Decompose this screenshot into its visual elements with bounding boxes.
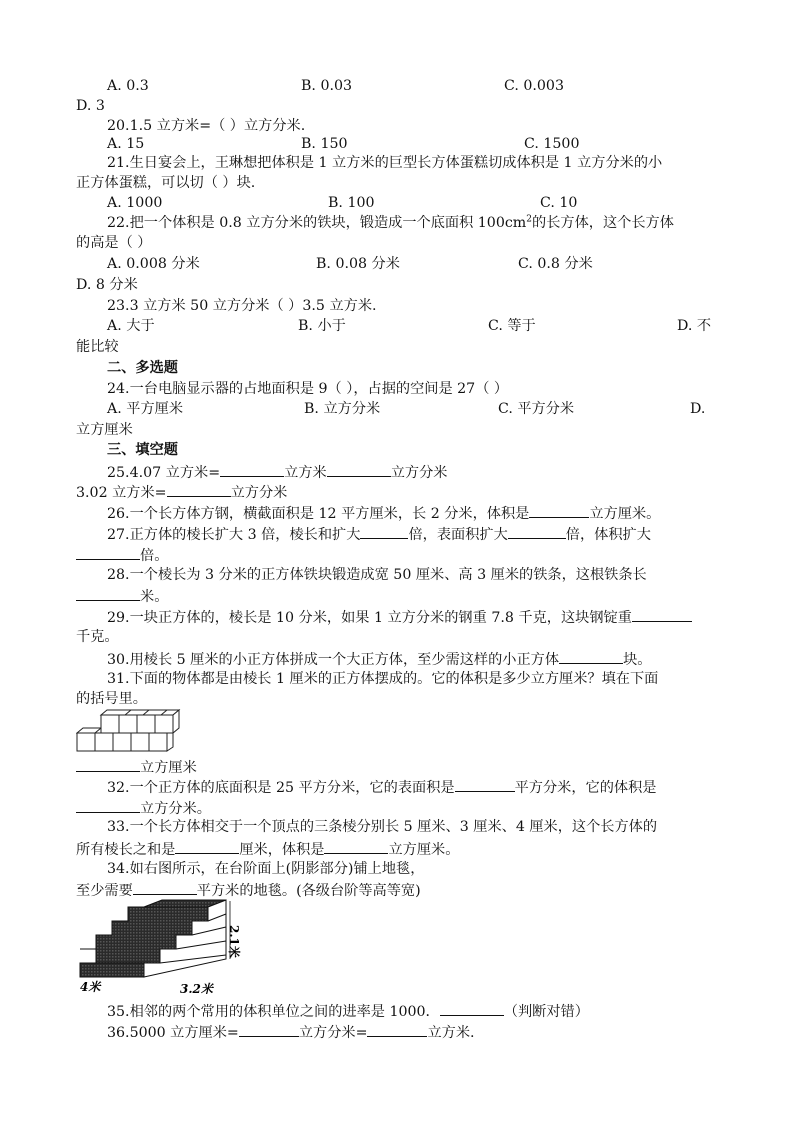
question-34-cont: 至少需要 平方米的地毯。(各级台阶等高等宽) — [76, 879, 421, 901]
question-33: 33.一个长方体相交于一个顶点的三条棱分别长 5 厘米、3 厘米、4 厘米，这个长方体的 — [107, 819, 658, 835]
width-label: 3.2米 — [180, 982, 213, 994]
depth-label: 4米 — [80, 980, 101, 994]
answer-blank[interactable] — [76, 544, 140, 560]
answer-blank[interactable] — [508, 523, 566, 539]
q21-options — [0, 193, 794, 213]
option-c: C. 等于 — [488, 318, 536, 334]
section-heading-fill-in: 三、填空题 — [107, 442, 178, 458]
option-b: B. 立方分米 — [304, 401, 381, 417]
answer-blank[interactable] — [76, 585, 140, 601]
option-d: D. 3 — [76, 98, 105, 114]
question-22-cont: 的高是（ ） — [76, 235, 152, 251]
answer-blank[interactable] — [367, 1021, 427, 1037]
question-24: 24.一台电脑显示器的占地面积是 9（ ），占据的空间是 27（ ） — [107, 381, 509, 397]
answer-blank[interactable] — [239, 1021, 299, 1037]
option-c: C. 0.8 分米 — [518, 256, 593, 272]
answer-blank[interactable] — [324, 838, 388, 854]
option-a: A. 0.008 分米 — [107, 256, 200, 272]
answer-blank[interactable] — [632, 606, 692, 622]
section-heading-multi-choice: 二、多选题 — [107, 360, 178, 376]
option-b: B. 150 — [301, 136, 348, 152]
option-d-cont: 能比较 — [76, 339, 119, 355]
question-30: 30.用棱长 5 厘米的小正方体拼成一个大正方体，至少需这样的小正方体 块。 — [107, 648, 651, 670]
question-31: 31.下面的物体都是由棱长 1 厘米的正方体摆成的。它的体积是多少立方厘米？填在下面 — [107, 671, 659, 687]
answer-blank[interactable] — [327, 461, 391, 477]
question-35: 35.相邻的两个常用的体积单位之间的进率是 1000． （判断对错） — [107, 1000, 589, 1022]
answer-blank[interactable] — [529, 502, 589, 518]
question-27-cont: 倍。 — [76, 544, 168, 566]
question-28: 28.一个棱长为 3 分米的正方体铁块锻造成宽 50 厘米、高 3 厘米的铁条，这根铁条长 — [107, 567, 647, 583]
q22-options — [0, 254, 794, 274]
question-29-cont: 千克。 — [76, 629, 119, 645]
answer-blank[interactable] — [360, 523, 408, 539]
question-31-cont: 的括号里。 — [76, 691, 147, 707]
option-c: C. 平方分米 — [498, 401, 575, 417]
answer-blank[interactable] — [167, 481, 231, 497]
question-28-cont: 米。 — [76, 585, 168, 607]
q19-options — [0, 76, 794, 96]
option-d: D. 不 — [677, 318, 712, 334]
question-21: 21.生日宴会上，王琳想把体积是 1 立方米的巨型长方体蛋糕切成体积是 1 立方分米的小 — [107, 155, 663, 171]
question-32: 32.一个正方体的底面积是 25 平方分米，它的表面积是 平方分米，它的体积是 — [107, 776, 656, 798]
question-23: 23.3 立方米 50 立方分米（ ）3.5 立方米. — [107, 298, 377, 314]
answer-blank[interactable] — [76, 756, 140, 772]
option-a: A. 15 — [107, 136, 145, 152]
q23-options — [0, 316, 794, 336]
option-b: B. 0.03 — [301, 78, 353, 94]
question-20: 20.1.5 立方米=（ ）立方分米. — [107, 118, 306, 134]
question-25: 25.4.07 立方米= 立方米 立方分米 — [107, 461, 447, 483]
option-d: D. 8 分米 — [76, 277, 138, 293]
question-33-cont: 所有棱长之和是 厘米，体积是 立方厘米。 — [76, 838, 459, 860]
answer-blank[interactable] — [440, 1000, 504, 1016]
option-c: C. 0.003 — [504, 78, 564, 94]
question-32-cont: 立方分米。 — [76, 797, 211, 819]
question-29: 29.一块正方体的，棱长是 10 分米，如果 1 立方分米的钢重 7.8 千克，这块钢锭重 — [107, 606, 692, 628]
q24-options — [0, 399, 794, 419]
option-a: A. 大于 — [107, 318, 155, 334]
question-34: 34.如右图所示，在台阶面上(阴影部分)铺上地毯， — [107, 861, 425, 877]
option-c: C. 10 — [540, 195, 578, 211]
question-27: 27.正方体的棱长扩大 3 倍，棱长和扩大 倍，表面积扩大 倍，体积扩大 — [107, 523, 651, 545]
option-a: A. 平方厘米 — [107, 401, 184, 417]
answer-blank[interactable] — [175, 838, 239, 854]
question-21-cont: 正方体蛋糕，可以切（ ）块. — [76, 175, 256, 191]
option-d: D. — [690, 401, 706, 417]
stairs-figure — [76, 899, 248, 994]
option-d-cont: 立方厘米 — [76, 422, 133, 438]
option-a: A. 1000 — [107, 195, 163, 211]
answer-blank[interactable] — [455, 776, 515, 792]
option-a: A. 0.3 — [107, 78, 149, 94]
question-31-answer: 立方厘米 — [76, 756, 197, 778]
q20-options — [0, 134, 794, 154]
question-22: 22.把一个体积是 0.8 立方分米的铁块，锻造成一个底面积 $100cm^2$的长方体，这个长方体 — [107, 214, 674, 231]
option-b: B. 0.08 分米 — [316, 256, 400, 272]
height-label: 2.1米 — [227, 925, 241, 958]
answer-blank[interactable] — [220, 461, 284, 477]
option-c: C. 1500 — [524, 136, 580, 152]
question-36: 36.5000 立方厘米= 立方分米= 立方米. — [107, 1021, 475, 1043]
option-b: B. 小于 — [298, 318, 346, 334]
cubes-figure — [76, 709, 186, 755]
answer-blank[interactable] — [559, 648, 623, 664]
question-26: 26.一个长方体方钢，横截面积是 12 平方厘米，长 2 分米，体积是 立方厘米。 — [107, 502, 660, 524]
option-b: B. 100 — [328, 195, 375, 211]
answer-blank[interactable] — [133, 879, 197, 895]
question-25-cont: 3.02 立方米= 立方分米 — [76, 481, 287, 503]
answer-blank[interactable] — [76, 797, 140, 813]
